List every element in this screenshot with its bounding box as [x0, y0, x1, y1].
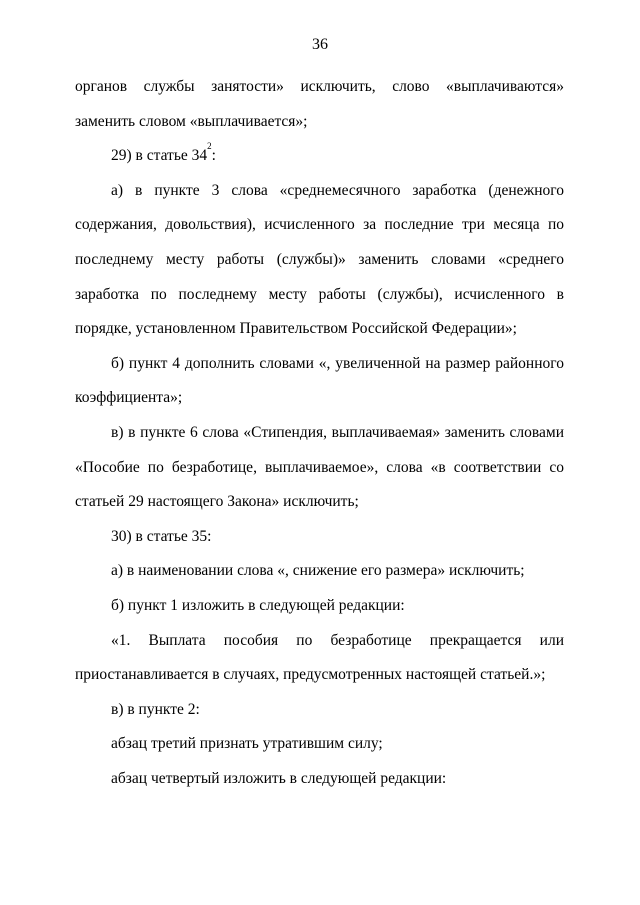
- paragraph-item-29: [75, 139, 564, 174]
- paragraph-subitem-a: а) в пункте 3 слова «среднемесячного заработка (денежного содержания, довольствия), исчисленного за последние три месяца по последнему месту работы (службы)» заменить словами «среднего заработка по последнему месту работы (службы), исчисленного в порядке, установленном Правительством Российской Федерации»;: [75, 181, 564, 338]
- paragraph-item-29-colon: :: [211, 147, 216, 165]
- paragraph-subitem-a-2: а) в наименовании слова «, снижение его размера» исключить;: [111, 562, 525, 580]
- paragraph-quoted-point-1: «1. Выплата пособия по безработице прекращается или приостанавливается в случаях, предусмотренных настоящей статьей.»;: [75, 631, 564, 684]
- document-body: [75, 70, 564, 796]
- paragraph-continuation: органов службы занятости» исключить, слово «выплачиваются» заменить словом «выплачивается»;: [75, 78, 564, 130]
- paragraph-abzac-4: абзац четвертый изложить в следующей редакции:: [111, 769, 447, 787]
- superscript-index: 2: [207, 141, 212, 152]
- paragraph-item-30: 30) в статье 35:: [111, 527, 212, 545]
- page-number: 36: [312, 36, 328, 53]
- paragraph-subitem-v-2: в) в пункте 2:: [111, 700, 200, 718]
- paragraph-item-29-text: 29) в статье 34: [111, 147, 208, 165]
- paragraph-subitem-b: б) пункт 4 дополнить словами «, увеличенной на размер районного коэффициента»;: [75, 354, 564, 407]
- paragraph-subitem-v: в) в пункте 6 слова «Стипендия, выплачиваемая» заменить словами «Пособие по безработице, выплачиваемое», слова «в соответствии со статьей 29 настоящего Закона» исключить;: [75, 423, 564, 511]
- paragraph-subitem-b-2: б) пункт 1 изложить в следующей редакции:: [111, 596, 405, 614]
- paragraph-abzac-3: абзац третий признать утратившим силу;: [111, 735, 383, 753]
